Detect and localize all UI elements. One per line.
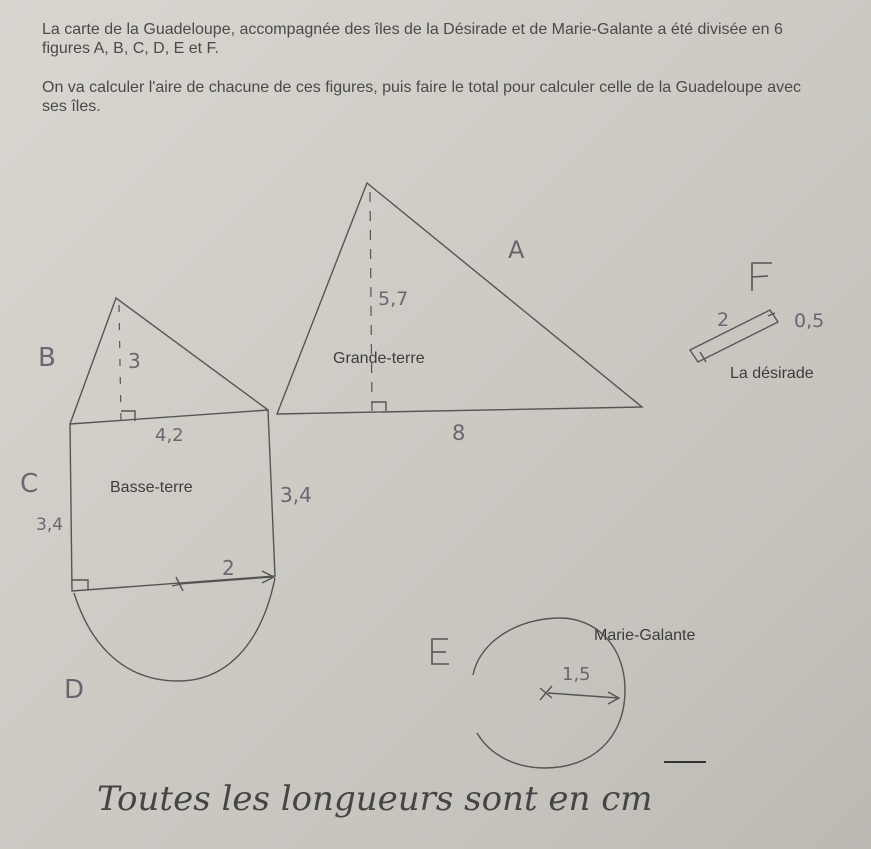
figure-c-name: Basse-terre <box>110 479 193 496</box>
intro-paragraph-1: La carte de la Guadeloupe, accompagnée des îles de la Désirade et de Marie-Galante a été divisée en 6 figures A, B, C, D, E et F. <box>42 21 783 57</box>
figure-b-base-label: 4,2 <box>155 425 184 446</box>
figure-e-name: Marie-Galante <box>594 627 696 644</box>
triangle-b <box>70 298 268 424</box>
height-b <box>119 305 121 422</box>
figure-a-name: Grande-terre <box>333 350 425 367</box>
figure-e-radius-label: 1,5 <box>562 664 591 685</box>
units-note: Toutes les longueurs sont en cm <box>97 779 653 819</box>
rectangle-f <box>690 310 778 362</box>
figure-a-height-label: 5,7 <box>378 288 409 310</box>
figure-f-length-label: 2 <box>717 309 730 331</box>
intro-paragraph-2: On va calculer l'aire de chacune de ces figures, puis faire le total pour calculer celle de la Guadeloupe avec ses îles. <box>42 79 802 115</box>
right-angle-c <box>72 580 88 590</box>
figure-f-width-label: 0,5 <box>794 310 825 332</box>
figure-a-letter: A <box>508 236 525 264</box>
figure-c-left-label: 3,4 <box>36 515 64 535</box>
figure-b-letter: B <box>38 343 56 373</box>
figure-a-base-label: 8 <box>452 421 466 445</box>
triangle-a <box>277 183 642 414</box>
height-a <box>370 192 372 412</box>
figure-f-name: La désirade <box>730 365 814 382</box>
figure-c-right-label: 3,4 <box>280 483 312 507</box>
radius-e <box>548 693 618 698</box>
semicircle-d <box>74 578 275 681</box>
figure-d-letter: D <box>64 675 85 705</box>
figure-f-letter-shape <box>752 276 768 277</box>
right-angle-a <box>372 402 386 411</box>
figure-b-height-label: 3 <box>128 349 141 373</box>
figure-c-letter: C <box>20 469 39 499</box>
figure-d-radius-label: 2 <box>222 556 235 580</box>
